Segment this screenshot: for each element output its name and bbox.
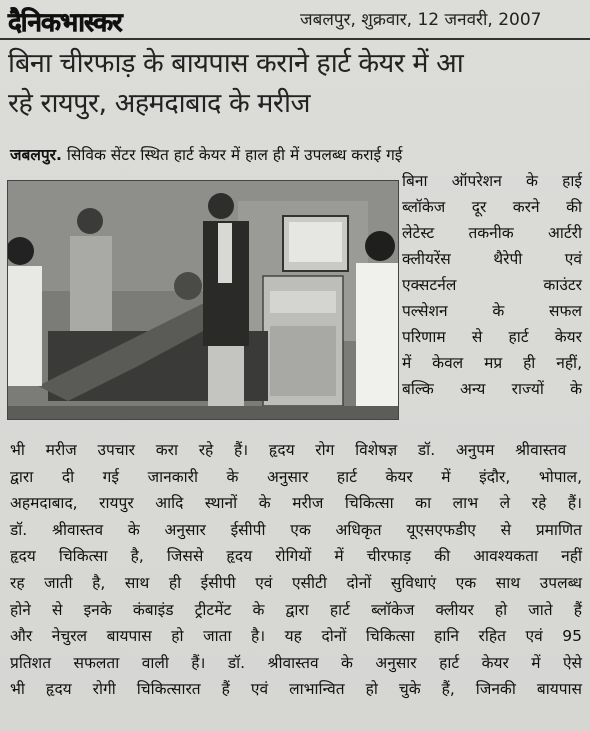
photo-illustration [8,181,398,419]
body-line: होने से इनके कंबाइंड ट्रीटमेंट के द्वारा हार्ट ब्लॉकेज क्लीयर हो जाते हैं [10,600,582,619]
wrap-line: ब्लॉकेज दूर करने की [402,198,582,216]
masthead-rule [0,38,590,40]
newspaper-logo: दैनिकभास्कर [8,8,122,38]
wrap-line: क्लीयरेंस थैरेपी एवं [402,250,582,268]
wrap-line: में केवल मप्र ही नहीं, [402,354,582,372]
headline [8,44,578,124]
body-line: डॉ. श्रीवास्तव के अनुसार ईसीपी एक अधिकृत यूएसएफडीए से प्रमाणित [10,520,582,539]
body-line: रह जाती है, साथ ही ईसीपी एवं एसीटी दोनों सुविधाएं एक साथ उपलब्ध [10,573,582,592]
wrap-line: बिना ऑपरेशन के हाई [402,172,582,190]
masthead [0,0,590,38]
wrap-line: पल्सेशन के सफल [402,302,582,320]
headline-line-2: रहे रायपुर, अहमदाबाद के मरीज [8,88,311,119]
body-line: द्वारा दी गई जानकारी के अनुसार हार्ट केयर में इंदौर, भोपाल, [10,467,582,486]
body-line: अहमदाबाद, रायपुर आदि स्थानों के मरीज चिकित्सा का लाभ ले रहे हैं। [10,494,582,513]
dateline-place: जबलपुर. [10,146,62,164]
body-line: भी हृदय रोगी चिकित्सारत हैं एवं लाभान्वित हो चुके हैं, जिनकी बायपास [10,680,582,699]
wrap-line: एक्सटर्नल काउंटर [402,276,582,294]
body-line: हृदय चिकित्सा है, जिससे हृदय रोगियों में चीरफाड़ की आवश्यकता नहीं [10,547,582,566]
body-line: प्रतिशत सफलता वाली हैं। डॉ. श्रीवास्तव के अनुसार हार्ट केयर में ऐसे [10,653,582,672]
wrap-line: लेटेस्ट तकनीक आर्टरी [402,224,582,242]
wrap-line: परिणाम से हार्ट केयर [402,328,582,346]
dateline: जबलपुर, शुक्रवार, 12 जनवरी, 2007 [300,10,542,30]
body-line: और नेचुरल बायपास हो जाता है। यह दोनों चिकित्सा हानि रहित एवं 95 [10,627,582,646]
lead-text: सिविक सेंटर स्थित हार्ट केयर में हाल ही में उपलब्ध कराई गई [61,146,403,164]
wrap-line: बल्कि अन्य राज्यों के [402,380,582,398]
article-body [10,437,582,703]
body-line: भी मरीज उपचार करा रहे हैं। हृदय रोग विशेषज्ञ डॉ. अनुपम श्रीवास्तव [10,441,567,459]
wrap-column [402,168,582,402]
headline-line-1: बिना चीरफाड़ के बायपास कराने हार्ट केयर में आ [8,48,464,79]
article-lead [10,142,585,168]
news-photo [7,180,399,420]
